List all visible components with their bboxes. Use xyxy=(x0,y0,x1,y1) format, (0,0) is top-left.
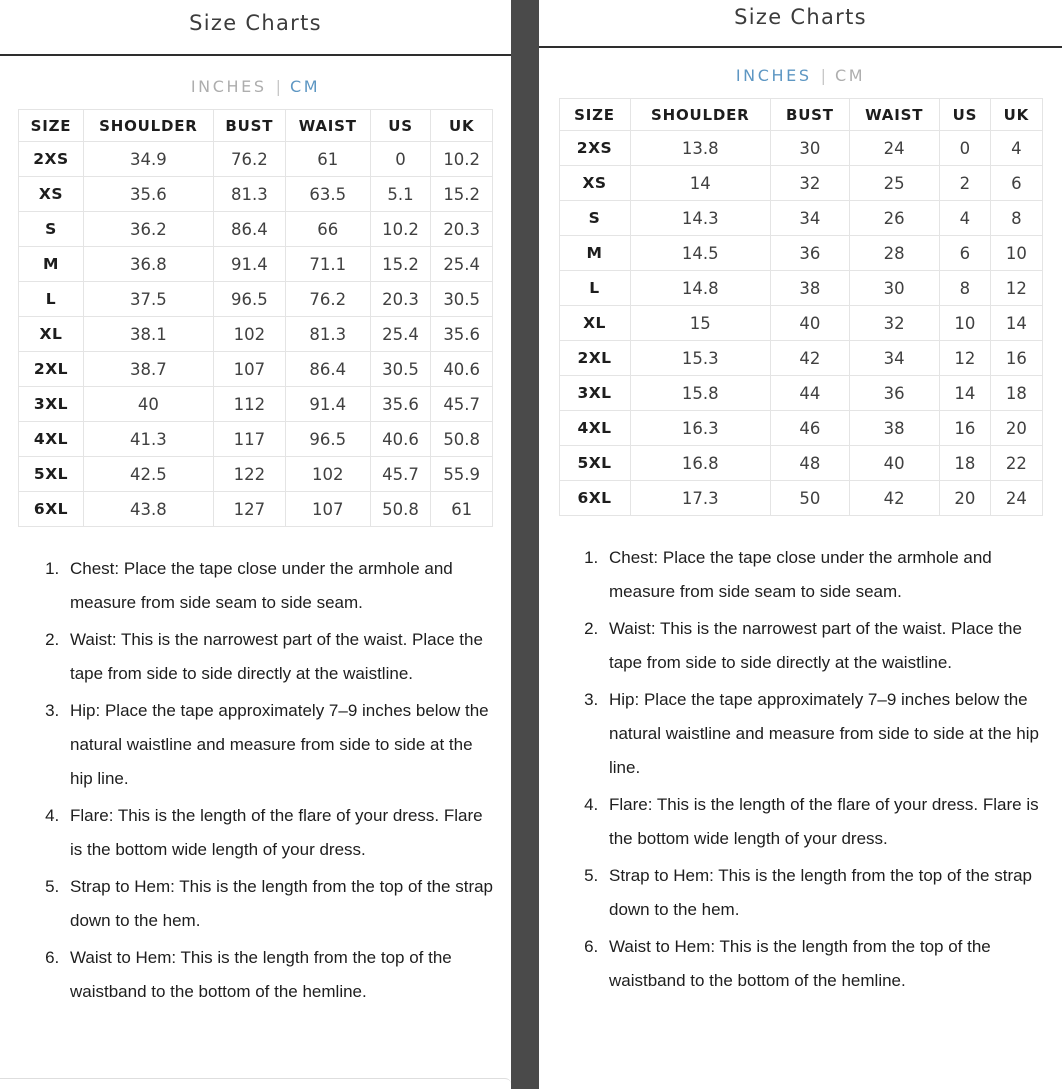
value-cell: 28 xyxy=(849,236,939,271)
table-row xyxy=(19,387,493,422)
value-cell: 45.7 xyxy=(431,387,493,422)
value-cell: 15.2 xyxy=(431,177,493,212)
panel-header xyxy=(0,0,511,56)
value-cell: 81.3 xyxy=(285,317,370,352)
value-cell: 102 xyxy=(213,317,285,352)
value-cell: 10 xyxy=(991,236,1042,271)
column-header: BUST xyxy=(771,99,850,131)
page-title: Size Charts xyxy=(734,5,867,29)
value-cell: 43.8 xyxy=(83,492,213,527)
value-cell: 42 xyxy=(849,481,939,516)
value-cell: 20 xyxy=(991,411,1042,446)
size-cell: L xyxy=(559,271,630,306)
table-row xyxy=(559,166,1042,201)
value-cell: 2 xyxy=(939,166,991,201)
value-cell: 40 xyxy=(849,446,939,481)
panel-bottom-divider xyxy=(0,1078,511,1089)
size-cell: 3XL xyxy=(559,376,630,411)
value-cell: 122 xyxy=(213,457,285,492)
value-cell: 10.2 xyxy=(431,142,493,177)
size-cell: XL xyxy=(19,317,84,352)
column-header: UK xyxy=(991,99,1042,131)
cm-toggle[interactable]: CM xyxy=(834,66,866,85)
size-table-inches xyxy=(559,98,1043,516)
value-cell: 30 xyxy=(849,271,939,306)
value-cell: 32 xyxy=(849,306,939,341)
instruction-item: 1. Chest: Place the tape close under the armhole and measure from side seam to side seam. xyxy=(603,541,1048,609)
value-cell: 4 xyxy=(991,131,1042,166)
value-cell: 15.8 xyxy=(630,376,771,411)
table-row xyxy=(559,131,1042,166)
instruction-item: 5. Strap to Hem: This is the length from the top of the strap down to the hem. xyxy=(603,859,1048,927)
table-row xyxy=(559,236,1042,271)
value-cell: 32 xyxy=(771,166,850,201)
column-header: BUST xyxy=(213,110,285,142)
value-cell: 13.8 xyxy=(630,131,771,166)
instruction-item: 6. Waist to Hem: This is the length from the top of the waistband to the bottom of the hemline. xyxy=(64,941,497,1009)
value-cell: 50.8 xyxy=(370,492,431,527)
value-cell: 86.4 xyxy=(285,352,370,387)
measuring-instructions xyxy=(0,552,497,1009)
value-cell: 76.2 xyxy=(285,282,370,317)
value-cell: 15.2 xyxy=(370,247,431,282)
value-cell: 26 xyxy=(849,201,939,236)
value-cell: 6 xyxy=(991,166,1042,201)
instruction-item: 3. Hip: Place the tape approximately 7–9 inches below the natural waistline and measure from side to side at the hip line. xyxy=(64,694,497,796)
size-cell: XS xyxy=(19,177,84,212)
value-cell: 14 xyxy=(630,166,771,201)
column-header: SIZE xyxy=(19,110,84,142)
value-cell: 40 xyxy=(83,387,213,422)
instruction-item: 5. Strap to Hem: This is the length from the top of the strap down to the hem. xyxy=(64,870,497,938)
value-cell: 14.5 xyxy=(630,236,771,271)
value-cell: 16 xyxy=(991,341,1042,376)
value-cell: 0 xyxy=(370,142,431,177)
unit-toggle xyxy=(0,77,511,96)
size-cell: M xyxy=(559,236,630,271)
value-cell: 38 xyxy=(849,411,939,446)
size-cell: XL xyxy=(559,306,630,341)
column-header: UK xyxy=(431,110,493,142)
value-cell: 18 xyxy=(991,376,1042,411)
value-cell: 117 xyxy=(213,422,285,457)
value-cell: 30.5 xyxy=(370,352,431,387)
value-cell: 35.6 xyxy=(370,387,431,422)
value-cell: 34.9 xyxy=(83,142,213,177)
value-cell: 40.6 xyxy=(370,422,431,457)
size-cell: M xyxy=(19,247,84,282)
table-row xyxy=(559,201,1042,236)
value-cell: 20.3 xyxy=(370,282,431,317)
value-cell: 91.4 xyxy=(285,387,370,422)
value-cell: 40.6 xyxy=(431,352,493,387)
table-row xyxy=(19,457,493,492)
instruction-item: 4. Flare: This is the length of the flare of your dress. Flare is the bottom wide length of your dress. xyxy=(603,788,1048,856)
value-cell: 42 xyxy=(771,341,850,376)
value-cell: 91.4 xyxy=(213,247,285,282)
value-cell: 10.2 xyxy=(370,212,431,247)
value-cell: 36 xyxy=(849,376,939,411)
value-cell: 6 xyxy=(939,236,991,271)
toggle-separator: | xyxy=(820,66,826,85)
size-cell: 6XL xyxy=(559,481,630,516)
value-cell: 61 xyxy=(431,492,493,527)
value-cell: 14 xyxy=(939,376,991,411)
value-cell: 71.1 xyxy=(285,247,370,282)
inches-toggle[interactable]: INCHES xyxy=(190,77,267,96)
value-cell: 24 xyxy=(849,131,939,166)
instruction-item: 2. Waist: This is the narrowest part of the waist. Place the tape from side to side directly at the waistline. xyxy=(603,612,1048,680)
size-cell: S xyxy=(19,212,84,247)
value-cell: 48 xyxy=(771,446,850,481)
value-cell: 81.3 xyxy=(213,177,285,212)
value-cell: 96.5 xyxy=(285,422,370,457)
table-row xyxy=(19,422,493,457)
table-row xyxy=(19,212,493,247)
table-row xyxy=(559,411,1042,446)
value-cell: 36.2 xyxy=(83,212,213,247)
size-table-cm xyxy=(18,109,493,527)
value-cell: 38.7 xyxy=(83,352,213,387)
unit-toggle xyxy=(539,66,1062,85)
value-cell: 10 xyxy=(939,306,991,341)
table-row xyxy=(559,481,1042,516)
value-cell: 16.8 xyxy=(630,446,771,481)
table-row xyxy=(559,376,1042,411)
column-header: WAIST xyxy=(285,110,370,142)
value-cell: 102 xyxy=(285,457,370,492)
table-row xyxy=(559,341,1042,376)
value-cell: 16 xyxy=(939,411,991,446)
table-row xyxy=(19,177,493,212)
value-cell: 14.3 xyxy=(630,201,771,236)
size-cell: 2XS xyxy=(559,131,630,166)
value-cell: 45.7 xyxy=(370,457,431,492)
value-cell: 38 xyxy=(771,271,850,306)
table-row xyxy=(19,282,493,317)
value-cell: 41.3 xyxy=(83,422,213,457)
value-cell: 12 xyxy=(939,341,991,376)
value-cell: 22 xyxy=(991,446,1042,481)
value-cell: 12 xyxy=(991,271,1042,306)
toggle-separator: | xyxy=(275,77,281,96)
table-row xyxy=(559,271,1042,306)
size-chart-panel-inches xyxy=(539,0,1062,1089)
value-cell: 46 xyxy=(771,411,850,446)
cm-toggle[interactable]: CM xyxy=(289,77,321,96)
panel-header xyxy=(539,0,1062,48)
column-header: WAIST xyxy=(849,99,939,131)
table-row xyxy=(559,306,1042,341)
instruction-item: 2. Waist: This is the narrowest part of the waist. Place the tape from side to side directly at the waistline. xyxy=(64,623,497,691)
table-row xyxy=(19,142,493,177)
value-cell: 34 xyxy=(849,341,939,376)
column-header: SHOULDER xyxy=(83,110,213,142)
value-cell: 24 xyxy=(991,481,1042,516)
value-cell: 50.8 xyxy=(431,422,493,457)
column-header: SIZE xyxy=(559,99,630,131)
value-cell: 25 xyxy=(849,166,939,201)
value-cell: 35.6 xyxy=(431,317,493,352)
value-cell: 14 xyxy=(991,306,1042,341)
value-cell: 86.4 xyxy=(213,212,285,247)
value-cell: 61 xyxy=(285,142,370,177)
value-cell: 20 xyxy=(939,481,991,516)
instruction-item: 6. Waist to Hem: This is the length from the top of the waistband to the bottom of the hemline. xyxy=(603,930,1048,998)
size-cell: 2XL xyxy=(559,341,630,376)
value-cell: 34 xyxy=(771,201,850,236)
value-cell: 20.3 xyxy=(431,212,493,247)
column-header: US xyxy=(370,110,431,142)
value-cell: 16.3 xyxy=(630,411,771,446)
value-cell: 15 xyxy=(630,306,771,341)
size-cell: 4XL xyxy=(19,422,84,457)
instruction-item: 3. Hip: Place the tape approximately 7–9 inches below the natural waistline and measure from side to side at the hip line. xyxy=(603,683,1048,785)
value-cell: 4 xyxy=(939,201,991,236)
value-cell: 8 xyxy=(939,271,991,306)
size-cell: 4XL xyxy=(559,411,630,446)
value-cell: 38.1 xyxy=(83,317,213,352)
table-header-row xyxy=(559,99,1042,131)
size-cell: 2XL xyxy=(19,352,84,387)
value-cell: 18 xyxy=(939,446,991,481)
value-cell: 42.5 xyxy=(83,457,213,492)
page-title: Size Charts xyxy=(189,11,322,35)
value-cell: 66 xyxy=(285,212,370,247)
value-cell: 44 xyxy=(771,376,850,411)
value-cell: 30.5 xyxy=(431,282,493,317)
column-header: US xyxy=(939,99,991,131)
measuring-instructions xyxy=(539,541,1048,998)
size-cell: S xyxy=(559,201,630,236)
table-row xyxy=(19,352,493,387)
inches-toggle[interactable]: INCHES xyxy=(735,66,812,85)
instruction-item: 4. Flare: This is the length of the flare of your dress. Flare is the bottom wide length of your dress. xyxy=(64,799,497,867)
value-cell: 76.2 xyxy=(213,142,285,177)
size-chart-panel-cm xyxy=(0,0,511,1089)
value-cell: 25.4 xyxy=(431,247,493,282)
value-cell: 112 xyxy=(213,387,285,422)
value-cell: 25.4 xyxy=(370,317,431,352)
value-cell: 36.8 xyxy=(83,247,213,282)
value-cell: 5.1 xyxy=(370,177,431,212)
size-cell: 3XL xyxy=(19,387,84,422)
size-cell: 5XL xyxy=(559,446,630,481)
value-cell: 50 xyxy=(771,481,850,516)
value-cell: 14.8 xyxy=(630,271,771,306)
size-cell: 6XL xyxy=(19,492,84,527)
column-header: SHOULDER xyxy=(630,99,771,131)
value-cell: 55.9 xyxy=(431,457,493,492)
value-cell: 96.5 xyxy=(213,282,285,317)
value-cell: 37.5 xyxy=(83,282,213,317)
value-cell: 30 xyxy=(771,131,850,166)
size-cell: 5XL xyxy=(19,457,84,492)
table-row xyxy=(19,492,493,527)
size-cell: 2XS xyxy=(19,142,84,177)
value-cell: 63.5 xyxy=(285,177,370,212)
table-row xyxy=(19,317,493,352)
table-header-row xyxy=(19,110,493,142)
table-row xyxy=(559,446,1042,481)
value-cell: 35.6 xyxy=(83,177,213,212)
value-cell: 107 xyxy=(285,492,370,527)
value-cell: 15.3 xyxy=(630,341,771,376)
table-row xyxy=(19,247,493,282)
value-cell: 8 xyxy=(991,201,1042,236)
value-cell: 0 xyxy=(939,131,991,166)
value-cell: 107 xyxy=(213,352,285,387)
value-cell: 36 xyxy=(771,236,850,271)
instruction-item: 1. Chest: Place the tape close under the armhole and measure from side seam to side seam. xyxy=(64,552,497,620)
size-cell: L xyxy=(19,282,84,317)
size-cell: XS xyxy=(559,166,630,201)
value-cell: 40 xyxy=(771,306,850,341)
value-cell: 127 xyxy=(213,492,285,527)
value-cell: 17.3 xyxy=(630,481,771,516)
